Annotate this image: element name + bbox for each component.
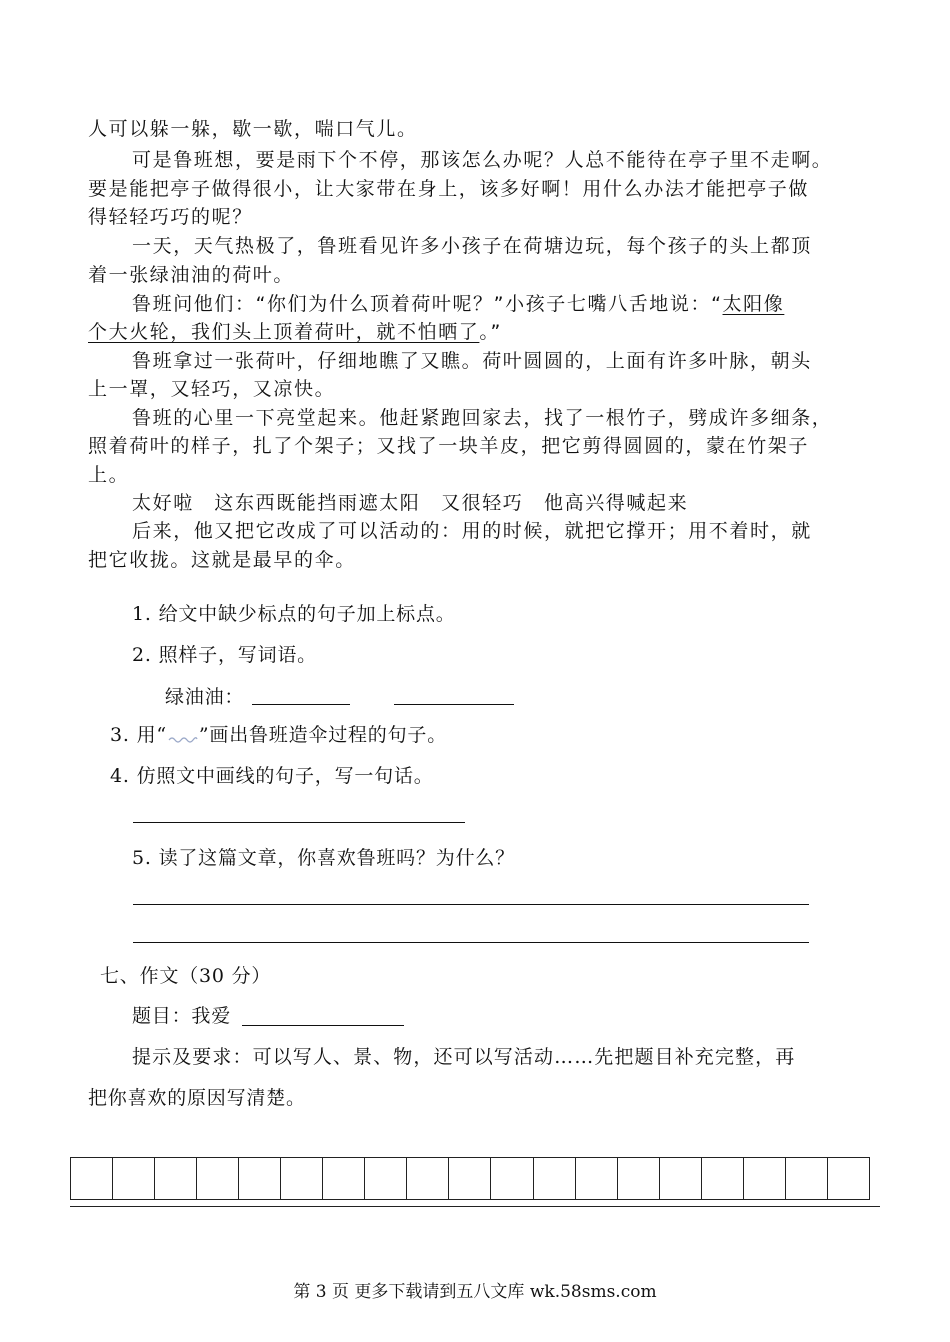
passage-line: 得轻轻巧巧的呢？ [88, 206, 253, 228]
passage-line: 照着荷叶的样子，扎了个架子；又找了一块羊皮，把它剪得圆圆的，蒙在竹架子 [88, 435, 810, 457]
grid-cell[interactable] [828, 1158, 870, 1199]
grid-cell[interactable] [281, 1158, 323, 1199]
passage-line [88, 319, 502, 345]
grid-cell[interactable] [660, 1158, 702, 1199]
grid-cell[interactable] [407, 1158, 449, 1199]
page-footer: 第 3 页 更多下载请到五八文库 wk.58sms.com [293, 1282, 657, 1302]
answer-blank[interactable] [252, 704, 350, 705]
grid-cell[interactable] [618, 1158, 660, 1199]
passage-line: 上一罩，又轻巧，又凉快。 [88, 378, 336, 400]
grid-cell[interactable] [702, 1158, 744, 1199]
grid-cell[interactable] [491, 1158, 533, 1199]
question-1: 1. 给文中缺少标点的句子加上标点。 [132, 603, 456, 625]
question-2: 2. 照样子，写词语。 [132, 644, 317, 666]
grid-cell[interactable] [365, 1158, 407, 1199]
passage-line: 可是鲁班想，要是雨下个不停，那该怎么办呢？人总不能待在亭子里不走啊。 [132, 149, 833, 171]
grid-cell[interactable] [786, 1158, 828, 1199]
underlined-sentence: 太阳像 [722, 293, 785, 315]
writing-grid[interactable] [70, 1157, 870, 1200]
grid-cell[interactable] [113, 1158, 155, 1199]
grid-cell[interactable] [239, 1158, 281, 1199]
question-2-example: 绿油油： [165, 686, 245, 708]
answer-line[interactable] [133, 942, 809, 943]
grid-cell[interactable] [576, 1158, 618, 1199]
grid-cell[interactable] [449, 1158, 491, 1199]
passage-line-missing-punctuation: 太好啦 这东西既能挡雨遮太阳 又很轻巧 他高兴得喊起来 [132, 492, 689, 514]
topic-blank[interactable] [242, 1025, 404, 1026]
grid-cell[interactable] [744, 1158, 786, 1199]
composition-requirement: 把你喜欢的原因写清楚。 [88, 1087, 306, 1109]
passage-line: 后来，他又把它改成了可以活动的：用的时候，就把它撑开；用不着时，就 [132, 520, 812, 542]
underlined-sentence: 个大火轮，我们头上顶着荷叶，就不怕晒了 [88, 321, 480, 343]
passage-text: 鲁班问他们：“你们为什么顶着荷叶呢？”小孩子七嘴八舌地说：“ [132, 293, 723, 315]
question-3 [110, 722, 447, 748]
answer-line[interactable] [133, 822, 465, 823]
answer-line[interactable] [133, 904, 809, 905]
section-heading: 七、作文（30 分） [100, 965, 272, 987]
passage-line: 着一张绿油油的荷叶。 [88, 264, 295, 286]
passage-line: 鲁班的心里一下亮堂起来。他赶紧跑回家去，找了一根竹子，劈成许多细条， [132, 407, 833, 429]
grid-baseline [70, 1206, 880, 1207]
question-3-text: 3. 用“ [110, 724, 167, 746]
grid-cell[interactable] [155, 1158, 197, 1199]
question-4: 4. 仿照文中画线的句子，写一句话。 [110, 765, 434, 787]
passage-line: 要是能把亭子做得很小，让大家带在身上，该多好啊！用什么办法才能把亭子做 [88, 178, 810, 200]
passage-text: 。” [479, 321, 502, 343]
composition-topic: 题目：我爱 [132, 1005, 232, 1027]
passage-line: 一天，天气热极了，鲁班看见许多小孩子在荷塘边玩，每个孩子的头上都顶 [132, 235, 812, 257]
passage-line: 人可以躲一躲，歇一歇，喘口气儿。 [88, 118, 418, 140]
grid-cell[interactable] [323, 1158, 365, 1199]
grid-cell[interactable] [71, 1158, 113, 1199]
composition-requirement: 提示及要求：可以写人、景、物，还可以写活动……先把题目补充完整，再 [132, 1046, 796, 1068]
question-5: 5. 读了这篇文章，你喜欢鲁班吗？为什么？ [132, 847, 515, 869]
passage-line [132, 291, 784, 317]
question-3-text: ”画出鲁班造伞过程的句子。 [198, 724, 448, 746]
answer-blank[interactable] [394, 704, 514, 705]
wavy-line-icon [167, 731, 199, 743]
passage-line: 上。 [88, 464, 130, 486]
passage-line: 鲁班拿过一张荷叶，仔细地瞧了又瞧。荷叶圆圆的，上面有许多叶脉，朝头 [132, 350, 812, 372]
passage-line: 把它收拢。这就是最早的伞。 [88, 549, 356, 571]
grid-cell[interactable] [534, 1158, 576, 1199]
grid-cell[interactable] [197, 1158, 239, 1199]
